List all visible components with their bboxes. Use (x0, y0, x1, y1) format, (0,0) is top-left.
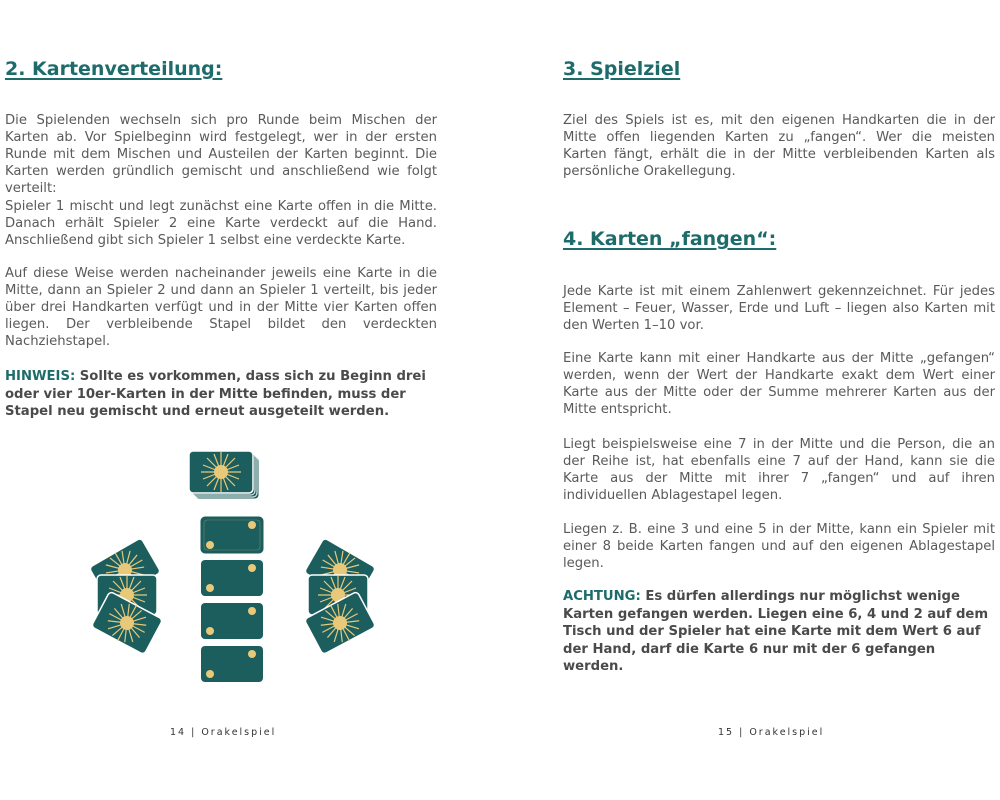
paragraph-goal: Ziel des Spiels ist es, mit den eigenen Handkarten die in der Mitte offen liegenden Karten zu „fangen“. Wer die meisten Karten fängt, erhält die in der Mitte verbleibenden Karten als persönliche Orakellegung. (563, 113, 995, 179)
card-layout-illustration (85, 445, 385, 695)
page-footer-right: 15 | Orakelspiel (718, 727, 825, 738)
dot-card-icon (201, 603, 263, 639)
paragraph-example-sum: Liegen z. B. eine 3 und eine 5 in der Mitte, kann ein Spieler mit einer 8 beide Karten fangen und auf den eigenen Ablagestapel legen. (563, 522, 995, 571)
paragraph-catch-rule: Eine Karte kann mit einer Handkarte aus der Mitte „gefangen“ werden, wenn der Wert der Handkarte exakt dem Wert einer Karte aus der Mitte oder der Summe mehrerer Karten aus der Mitte entspricht. (563, 351, 995, 417)
paragraph-card-values: Jede Karte ist mit einem Zahlenwert gekennzeichnet. Für jedes Element – Feuer, Wasser, Erde und Luft – liegen also Karten mit den Werten 1–10 vor. (563, 284, 995, 333)
dot-card-icon (201, 560, 263, 596)
note-label: ACHTUNG: (563, 589, 641, 604)
center-cards (201, 517, 263, 682)
dot-card-icon (201, 517, 263, 553)
note-text: Es dürfen allerdings nur möglichst wenige Karten gefangen werden. Liegen eine 6, 4 und 2 auf dem Tisch und der Spieler hat eine Karte mit dem Wert 6 auf der Hand, darf die Karte 6 nur mit der 6 gefangen werden. (563, 589, 989, 674)
page-footer-left: 14 | Orakelspiel (170, 727, 277, 738)
section-title-kartenverteilung: 2. Kartenverteilung: (5, 58, 223, 80)
paragraph-example-seven: Liegt beispielsweise eine 7 in der Mitte und die Person, die an der Reihe ist, hat ebenfalls eine 7 auf der Hand, kann sie die Karte aus der Mitte mit ihrer 7 „fangen“ und auf ihren individuellen Ablagestapel legen. (563, 437, 995, 503)
paragraph-shuffling: Die Spielenden wechseln sich pro Runde beim Mischen der Karten ab. Vor Spielbeginn wird festgelegt, wer in der ersten Runde mit dem Mischen und Austeilen der Karten beginnt. Die Karten werden gründlich gemischt und anschließend wie folgt verteilt: (5, 113, 437, 196)
paragraph-first-deal: Spieler 1 mischt und legt zunächst eine Karte offen in die Mitte. Danach erhält Spieler 2 eine Karte verdeckt auf die Hand. Anschließend gibt sich Spieler 1 selbst eine verdeckte Karte. (5, 199, 437, 248)
paragraph-dealing-order: Auf diese Weise werden nacheinander jeweils eine Karte in die Mitte, dann an Spieler 2 und dann an Spieler 1 verteilt, bis jeder über drei Handkarten verfügt und in der Mitte vier Karten offen liegen. Der verbleibende Stapel bildet den verdeckten Nachziehstapel. (5, 266, 437, 349)
section-title-karten-fangen: 4. Karten „fangen“: (563, 228, 777, 250)
sunburst-card-icon (201, 452, 241, 492)
player-hand-left (89, 538, 163, 655)
note-achtung (563, 588, 995, 676)
section-title-spielziel: 3. Spielziel (563, 58, 681, 80)
right-page (500, 0, 1000, 800)
note-text: Sollte es vorkommen, dass sich zu Beginn drei oder vier 10er-Karten in der Mitte befinden, muss der Stapel neu gemischt und erneut ausgeteilt werden. (5, 369, 426, 419)
dot-card-icon (201, 646, 263, 682)
draw-pile (189, 451, 259, 499)
note-label: HINWEIS: (5, 369, 76, 384)
note-hinweis (5, 368, 437, 421)
player-hand-right (304, 538, 376, 655)
